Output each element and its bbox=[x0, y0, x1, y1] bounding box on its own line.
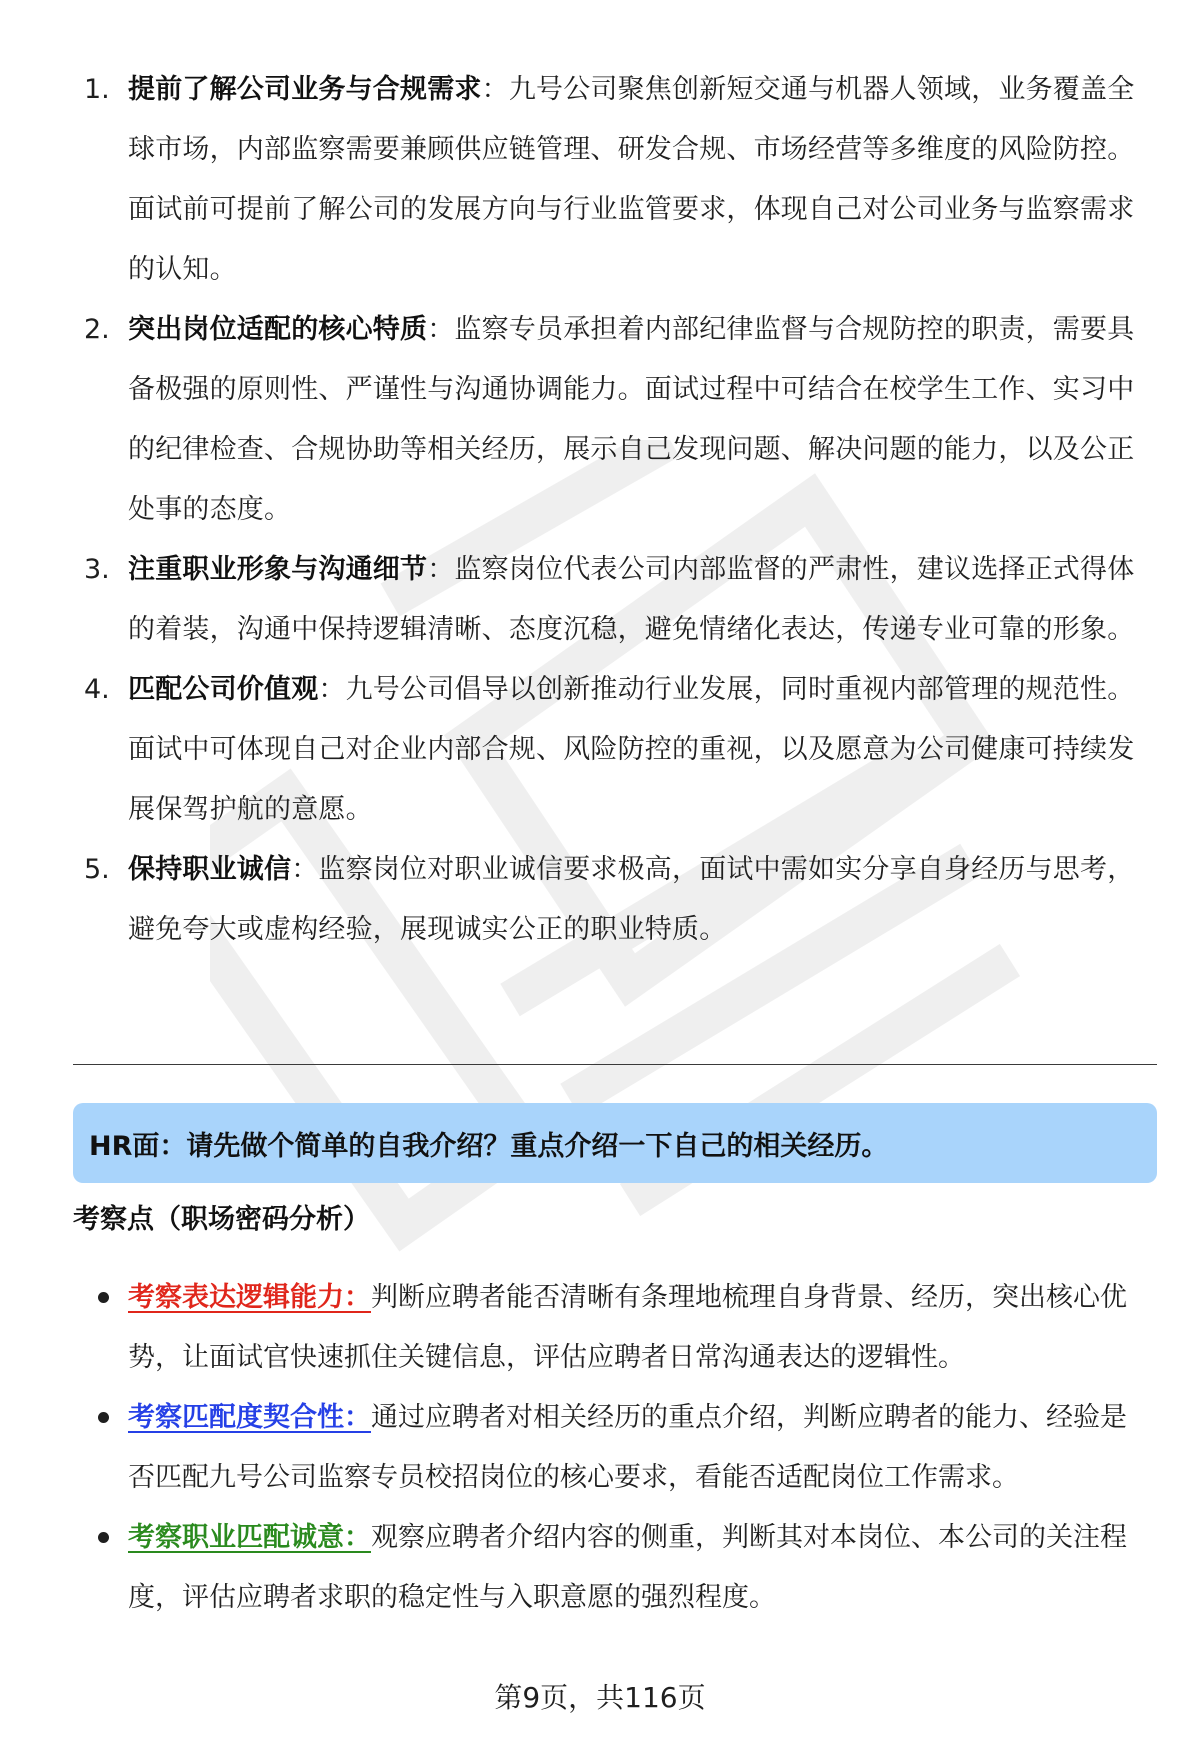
bullet-icon bbox=[98, 1532, 109, 1543]
bullet-icon bbox=[98, 1412, 109, 1423]
point-text: 观察应聘者介绍内容的侧重，判断其对本岗位、本公司的关注程度，评估应聘者求职的稳定性与入职意愿的强烈程度。 bbox=[128, 1522, 1127, 1613]
point-heading: 考察匹配度契合性： bbox=[128, 1402, 371, 1433]
tip-heading: 保持职业诚信 bbox=[128, 854, 292, 885]
assessment-point-1 bbox=[0, 1268, 1142, 1388]
page-footer: 第9页，共116页 bbox=[494, 1681, 706, 1714]
tip-heading: 匹配公司价值观 bbox=[128, 674, 319, 705]
question-banner bbox=[73, 1103, 1157, 1183]
tip-separator: ： bbox=[291, 854, 319, 885]
tips-list bbox=[0, 60, 1200, 960]
question-text: HR面：请先做个简单的自我介绍？重点介绍一下自己的相关经历。 bbox=[89, 1130, 889, 1162]
section-divider bbox=[73, 1064, 1157, 1065]
assessment-points-list bbox=[0, 1268, 1200, 1628]
section-title: 考察点（职场密码分析） bbox=[73, 1204, 370, 1235]
tip-text: 监察专员承担着内部纪律监督与合规防控的职责，需要具备极强的原则性、严谨性与沟通协调能力。面试过程中可结合在校学生工作、实习中的纪律检查、合规协助等相关经历，展示自己发现问题、解决问题的能力，以及公正处事的态度。 bbox=[128, 314, 1135, 525]
point-heading: 考察表达逻辑能力： bbox=[128, 1282, 371, 1313]
tip-text: 监察岗位对职业诚信要求极高，面试中需如实分享自身经历与思考，避免夸大或虚构经验，展现诚实公正的职业特质。 bbox=[128, 854, 1135, 945]
tip-number: 4. bbox=[84, 674, 110, 705]
tip-number: 3. bbox=[84, 554, 110, 585]
tip-text: 监察岗位代表公司内部监督的严肃性，建议选择正式得体的着装，沟通中保持逻辑清晰、态度沉稳，避免情绪化表达，传递专业可靠的形象。 bbox=[128, 554, 1135, 645]
point-heading: 考察职业匹配诚意： bbox=[128, 1522, 371, 1553]
tip-separator: ： bbox=[318, 674, 346, 705]
point-text: 判断应聘者能否清晰有条理地梳理自身背景、经历，突出核心优势，让面试官快速抓住关键信息，评估应聘者日常沟通表达的逻辑性。 bbox=[128, 1282, 1127, 1373]
tip-separator: ： bbox=[427, 314, 455, 345]
assessment-point-3 bbox=[0, 1508, 1142, 1628]
tip-heading: 突出岗位适配的核心特质 bbox=[128, 314, 428, 345]
tip-item-1 bbox=[0, 60, 1142, 300]
bullet-icon bbox=[98, 1292, 109, 1303]
tip-item-3 bbox=[0, 540, 1142, 660]
tip-number: 5. bbox=[84, 854, 110, 885]
tip-number: 1. bbox=[84, 74, 110, 105]
tip-item-2 bbox=[0, 300, 1142, 540]
tip-heading: 注重职业形象与沟通细节 bbox=[128, 554, 428, 585]
tip-item-5 bbox=[0, 840, 1142, 960]
tip-text: 九号公司倡导以创新推动行业发展，同时重视内部管理的规范性。面试中可体现自己对企业内部合规、风险防控的重视，以及愿意为公司健康可持续发展保驾护航的意愿。 bbox=[128, 674, 1135, 825]
assessment-point-2 bbox=[0, 1388, 1142, 1508]
point-text: 通过应聘者对相关经历的重点介绍，判断应聘者的能力、经验是否匹配九号公司监察专员校招岗位的核心要求，看能否适配岗位工作需求。 bbox=[128, 1402, 1127, 1493]
tip-separator: ： bbox=[481, 74, 509, 105]
tip-separator: ： bbox=[427, 554, 455, 585]
tip-heading: 提前了解公司业务与合规需求 bbox=[128, 74, 482, 105]
tip-number: 2. bbox=[84, 314, 110, 345]
tip-text: 九号公司聚焦创新短交通与机器人领域，业务覆盖全球市场，内部监察需要兼顾供应链管理、研发合规、市场经营等多维度的风险防控。面试前可提前了解公司的发展方向与行业监管要求，体现自己对公司业务与监察需求的认知。 bbox=[128, 74, 1135, 285]
tip-item-4 bbox=[0, 660, 1142, 840]
